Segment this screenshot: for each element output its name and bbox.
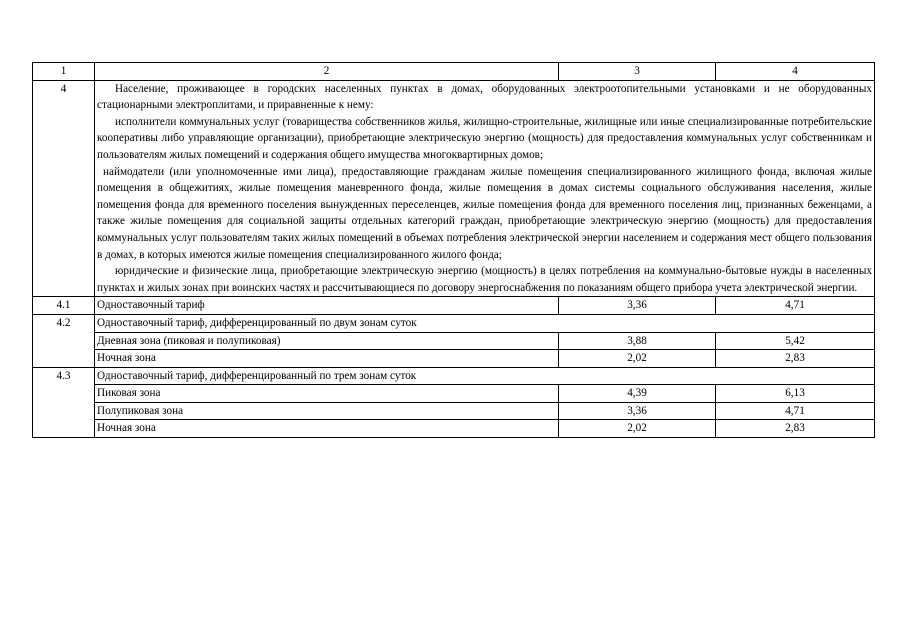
group-paragraph-executors: исполнители коммунальных услуг (товарищества собственников жилья, жилищно-строительные, жилищные или иные специализированные потребительские кооперативы либо управляющие организации), приобретающие электрическую энергию (мощность) для предоставления коммунальных услуг собственникам и пользователям жилых помещений и содержания общего имущества многоквартирных домов; bbox=[97, 115, 872, 161]
group-number: 4 bbox=[33, 80, 95, 297]
row-value-col3: 3,36 bbox=[559, 297, 716, 315]
row-name: Одноставочный тариф bbox=[95, 297, 559, 315]
zone-name: Дневная зона (пиковая и полупиковая) bbox=[95, 332, 559, 350]
zone-name: Полупиковая зона bbox=[95, 402, 559, 420]
table-row-4-2-title bbox=[33, 314, 875, 332]
table-row-4-1 bbox=[33, 297, 875, 315]
table-row-4-2-zone bbox=[33, 350, 875, 368]
row-title: Одноставочный тариф, дифференцированный по трем зонам суток bbox=[95, 367, 875, 385]
header-col-1: 1 bbox=[33, 63, 95, 81]
row-number: 4.2 bbox=[33, 314, 95, 367]
header-col-4: 4 bbox=[716, 63, 875, 81]
zone-name: Ночная зона bbox=[95, 420, 559, 438]
zone-value-col4: 2,83 bbox=[716, 350, 875, 368]
zone-name: Пиковая зона bbox=[95, 385, 559, 403]
row-number: 4.3 bbox=[33, 367, 95, 437]
zone-value-col3: 4,39 bbox=[559, 385, 716, 403]
zone-name: Ночная зона bbox=[95, 350, 559, 368]
row-title: Одноставочный тариф, дифференцированный по двум зонам суток bbox=[95, 314, 875, 332]
table-row-4-3-zone bbox=[33, 402, 875, 420]
table-row-4-3-zone bbox=[33, 385, 875, 403]
group-paragraph-intro: Население, проживающее в городских населенных пунктах в домах, оборудованных электроотопительными установками и не оборудованных стационарными электроплитами, и приравненные к нему: bbox=[97, 82, 872, 112]
row-number: 4.1 bbox=[33, 297, 95, 315]
header-col-2: 2 bbox=[95, 63, 559, 81]
zone-value-col4: 6,13 bbox=[716, 385, 875, 403]
table-row-4-3-title bbox=[33, 367, 875, 385]
tariff-table bbox=[32, 62, 875, 438]
group-paragraph-landlords: наймодатели (или уполномоченные ими лица), предоставляющие гражданам жилые помещения специализированного жилищного фонда, включая жилые помещения в общежитиях, жилые помещения маневренного фонда, жилые помещения в домах системы социального обслуживания населения, жилые помещения фонда для временного поселения вынужденных переселенцев, жилые помещения фонда для временного поселения лиц, признанных беженцами, а также жилые помещения для социальной защиты отдельных категорий граждан, приобретающие электрическую энергию (мощность) для предоставления коммунальных услуг пользователям таких жилых помещений в объемах потребления электрической энергии населением и содержания мест общего пользования в домах, в которых имеются жилые помещения специализированного жилого фонда; bbox=[97, 165, 872, 261]
row-value-col4: 4,71 bbox=[716, 297, 875, 315]
table-row-group-4 bbox=[33, 80, 875, 297]
header-col-3: 3 bbox=[559, 63, 716, 81]
zone-value-col4: 2,83 bbox=[716, 420, 875, 438]
zone-value-col3: 2,02 bbox=[559, 420, 716, 438]
zone-value-col3: 2,02 bbox=[559, 350, 716, 368]
zone-value-col3: 3,88 bbox=[559, 332, 716, 350]
table-row-4-3-zone bbox=[33, 420, 875, 438]
table-row-4-2-zone bbox=[33, 332, 875, 350]
group-paragraph-legal-entities: юридические и физические лица, приобретающие электрическую энергию (мощность) в целях потребления на коммунально-бытовые нужды в населенных пунктах и жилых зонах при воинских частях и рассчитывающиеся по договору энергоснабжения по показаниям общего прибора учета электрической энергии. bbox=[97, 265, 872, 294]
zone-value-col4: 4,71 bbox=[716, 402, 875, 420]
zone-value-col3: 3,36 bbox=[559, 402, 716, 420]
table-header-row bbox=[33, 63, 875, 81]
zone-value-col4: 5,42 bbox=[716, 332, 875, 350]
group-description bbox=[95, 80, 875, 297]
